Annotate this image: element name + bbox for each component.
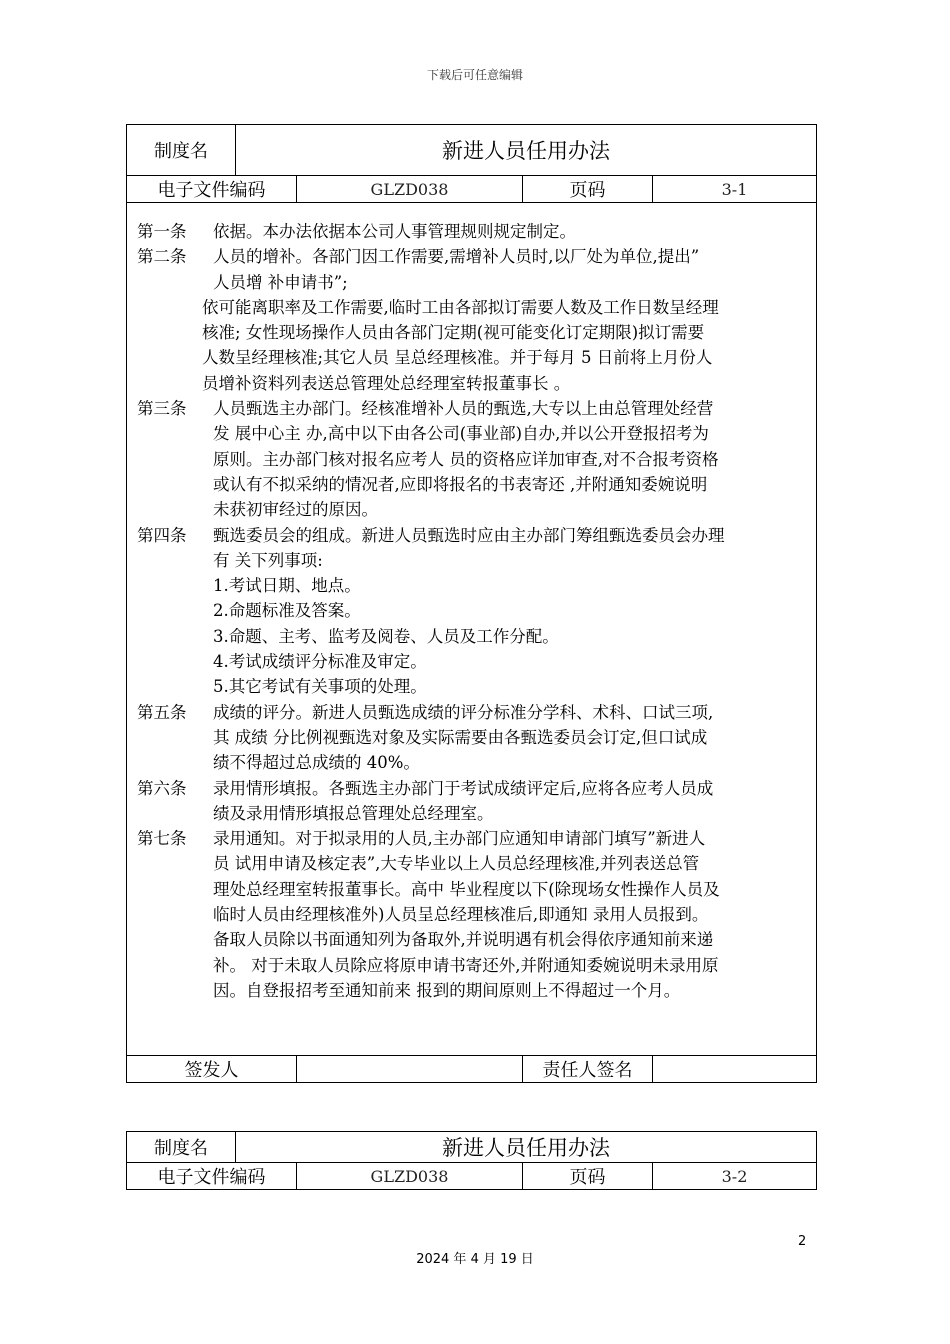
article-line: 2.命题标准及答案。 bbox=[213, 601, 361, 621]
articles-list bbox=[127, 203, 816, 1003]
article-line: 未获初审经过的原因。 bbox=[213, 500, 378, 520]
article-line: 其 成绩 分比例视甄选对象及实际需要由各甄选委员会订定,但口试成 bbox=[213, 727, 708, 747]
article-number: 第四条 bbox=[137, 525, 187, 545]
policy-table-1 bbox=[126, 124, 817, 1083]
page-value: 3-1 bbox=[653, 176, 817, 203]
article-indent-line: 人数呈经理核准;其它人员 呈总经理核准。并于每月 5 日前将上月份人 bbox=[202, 348, 713, 368]
article-line: 补。 对于未取人员除应将原申请书寄还外,并附通知委婉说明未录用原 bbox=[213, 955, 719, 975]
policy-body bbox=[127, 203, 817, 1056]
article bbox=[137, 826, 808, 1003]
article-indent-line: 依可能离职率及工作需要,临时工由各部拟订需要人数及工作日数呈经理 bbox=[202, 297, 719, 317]
article-line: 依据。本办法依据本公司人事管理规则规定制定。 bbox=[213, 222, 576, 241]
article-indent-line: 核准; 女性现场操作人员由各部门定期(视可能变化订定期限)拟订需要 bbox=[202, 323, 705, 343]
article-text bbox=[213, 826, 808, 1003]
article-number: 第七条 bbox=[137, 829, 187, 849]
article bbox=[137, 244, 808, 295]
page-label: 页码 bbox=[523, 1163, 653, 1190]
article-text bbox=[213, 700, 808, 776]
article-line: 临时人员由经理核准外)人员呈总经理核准后,即通知 录用人员报到。 bbox=[213, 905, 709, 925]
article-number: 第一条 bbox=[137, 222, 187, 241]
article-line: 5.其它考试有关事项的处理。 bbox=[213, 677, 427, 697]
article-line: 甄选委员会的组成。新进人员甄选时应由主办部门筹组甄选委员会办理 bbox=[213, 525, 725, 545]
article-line: 理处总经理室转报董事长。高中 毕业程度以下(除现场女性操作人员及 bbox=[213, 879, 720, 899]
article-text bbox=[213, 523, 808, 700]
article-line: 因。自登报招考至通知前来 报到的期间原则上不得超过一个月。 bbox=[213, 980, 681, 1000]
article-line: 人员增 补申请书”; bbox=[213, 272, 348, 292]
policy-name-label: 制度名 bbox=[127, 125, 236, 176]
article-line: 3.命题、主考、监考及阅卷、人员及工作分配。 bbox=[213, 626, 559, 646]
article-text bbox=[213, 244, 808, 295]
signer-value bbox=[297, 1056, 523, 1083]
article-line: 录用情形填报。各甄选主办部门于考试成绩评定后,应将各应考人员成 bbox=[213, 778, 714, 798]
article bbox=[137, 700, 808, 776]
file-code-value: GLZD038 bbox=[297, 1163, 523, 1190]
article bbox=[137, 219, 808, 244]
page-value: 3-2 bbox=[653, 1163, 817, 1190]
article-text bbox=[213, 396, 808, 522]
article-number: 第二条 bbox=[137, 247, 187, 267]
article-text bbox=[213, 776, 808, 827]
page-number: 2 bbox=[798, 1234, 807, 1249]
article-line: 4.考试成绩评分标准及审定。 bbox=[213, 652, 427, 672]
article-line: 绩及录用情形填报总管理处总经理室。 bbox=[213, 803, 494, 823]
article-line: 1.考试日期、地点。 bbox=[213, 576, 361, 596]
policy-name-label: 制度名 bbox=[127, 1132, 236, 1163]
header-note: 下载后可任意编辑 bbox=[426, 68, 523, 82]
article-line: 人员的增补。各部门因工作需要,需增补人员时,以厂处为单位,提出” bbox=[213, 247, 700, 267]
signer-label: 签发人 bbox=[127, 1056, 297, 1083]
article-number: 第三条 bbox=[137, 399, 187, 419]
file-code-label: 电子文件编码 bbox=[127, 176, 297, 203]
article-line: 录用通知。对于拟录用的人员,主办部门应通知申请部门填写”新进人 bbox=[213, 829, 706, 849]
article-line: 人员甄选主办部门。经核准增补人员的甄选,大专以上由总管理处经营 bbox=[213, 399, 714, 419]
responsible-value bbox=[653, 1056, 817, 1083]
article-number: 第六条 bbox=[137, 778, 187, 798]
article-line: 成绩的评分。新进人员甄选成绩的评分标准分学科、术科、口试三项, bbox=[213, 702, 714, 722]
policy-title: 新进人员任用办法 bbox=[236, 1132, 817, 1163]
article-line: 或认有不拟采纳的情况者,应即将报名的书表寄还 ,并附通知委婉说明 bbox=[213, 474, 708, 494]
article-indent-line: 员增补资料列表送总管理处总经理室转报董事长 。 bbox=[202, 373, 571, 393]
article-line: 备取人员除以书面通知列为备取外,并说明遇有机会得依序通知前来递 bbox=[213, 930, 714, 950]
page-label: 页码 bbox=[523, 176, 653, 203]
article bbox=[137, 776, 808, 827]
file-code-value: GLZD038 bbox=[297, 176, 523, 203]
footer-date: 2024 年 4 月 19 日 bbox=[416, 1252, 534, 1267]
article-line: 原则。主办部门核对报名应考人 员的资格应详加审查,对不合报考资格 bbox=[213, 449, 719, 469]
article bbox=[137, 396, 808, 522]
policy-table-2 bbox=[126, 1131, 817, 1190]
article-text bbox=[213, 219, 808, 244]
policy-title: 新进人员任用办法 bbox=[236, 125, 817, 176]
article-line: 发 展中心主 办,高中以下由各公司(事业部)自办,并以公开登报招考为 bbox=[213, 424, 709, 444]
article-number: 第五条 bbox=[137, 702, 187, 722]
responsible-label: 责任人签名 bbox=[523, 1056, 653, 1083]
article-line: 员 试用申请及核定表”,大专毕业以上人员总经理核准,并列表送总管 bbox=[213, 854, 700, 874]
article-line: 有 关下列事项: bbox=[213, 550, 323, 570]
file-code-label: 电子文件编码 bbox=[127, 1163, 297, 1190]
article-line: 绩不得超过总成绩的 40%。 bbox=[213, 753, 420, 773]
article bbox=[137, 523, 808, 700]
